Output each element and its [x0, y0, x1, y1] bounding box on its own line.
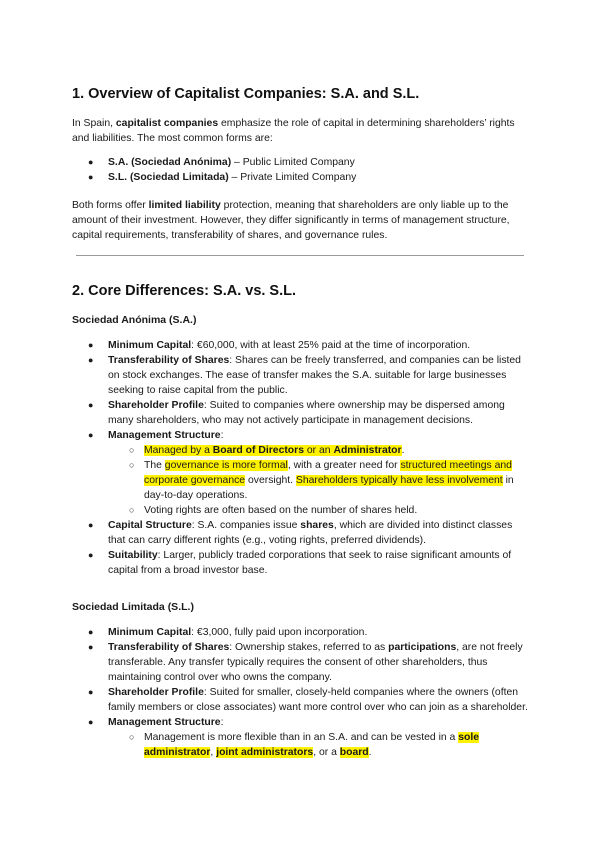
bullet-icon: ●: [88, 355, 94, 365]
sub-list-item: ○ Voting rights are often based on the number of shares held.: [129, 505, 418, 516]
bullet-icon: ●: [88, 172, 94, 182]
list-item: ● Shareholder Profile: Suited for smaller, closely-held companies where the owners (often family members or close associates) want more control over who can join as a shareholder.: [88, 687, 528, 713]
circle-bullet-icon: ○: [129, 460, 135, 470]
sl-management-sublist: [108, 730, 528, 760]
bullet-icon: ●: [88, 157, 94, 167]
list-item: ● Transferability of Shares: Shares can be freely transferred, and companies can be listed on stock exchanges. The ease of transfer makes the S.A. suitable for large businesses seeking to raise capital from the public.: [88, 355, 521, 396]
list-item: ● Transferability of Shares: Ownership stakes, referred to as participations, are not freely transferable. Any transfer typically requires the consent of other shareholders, thus maintaining control over who owns the company.: [88, 642, 523, 683]
sa-features-list: [72, 338, 528, 578]
list-item: ● S.A. (Sociedad Anónima) – Public Limited Company: [88, 157, 355, 168]
bullet-icon: ●: [88, 430, 94, 440]
circle-bullet-icon: ○: [129, 732, 135, 742]
bullet-icon: ●: [88, 520, 94, 530]
bullet-icon: ●: [88, 642, 94, 652]
section-1-title: 1. Overview of Capitalist Companies: S.A. and S.L.: [72, 86, 420, 102]
list-item: ● Shareholder Profile: Suited to companies where ownership may be dispersed among many shareholders, who may not actively participate in management decisions.: [88, 400, 505, 426]
sl-features-list: [72, 625, 528, 760]
list-item: ● Minimum Capital: €60,000, with at least 25% paid at the time of incorporation.: [88, 340, 471, 351]
bullet-icon: ●: [88, 400, 94, 410]
section-2-title: 2. Core Differences: S.A. vs. S.L.: [72, 283, 297, 299]
sa-heading: Sociedad Anónima (S.A.): [72, 314, 197, 326]
sub-list-item: ○ Management is more flexible than in an S.A. and can be vested in a sole administrator, joint administrators, or a board.: [129, 732, 480, 758]
bullet-icon: ●: [88, 627, 94, 637]
list-item: ● Minimum Capital: €3,000, fully paid upon incorporation.: [88, 627, 368, 638]
sub-list-item: ○ Managed by a Board of Directors or an Administrator.: [129, 445, 405, 456]
sl-heading: Sociedad Limitada (S.L.): [72, 601, 194, 613]
horizontal-divider: [76, 255, 524, 256]
list-item: ● Management Structure: ○ Managed by a Board of Directors or an Administrator. ○ The governance is more formal, with a greater need for structured meetings and corporate governance oversight. Shareholders typically have less involvement in day-to-day operations. ○ Voting rights are often based on the number of shares held.: [72, 428, 528, 518]
intro-paragraph: In Spain, capitalist companies emphasize the role of capital in determining shareholders’ rights and liabilities. The most common forms are:: [72, 118, 515, 144]
sub-list-item: ○ The governance is more formal, with a greater need for structured meetings and corporate governance oversight. Shareholders typically have less involvement in day-to-day operations.: [129, 460, 514, 501]
bullet-icon: ●: [88, 717, 94, 727]
list-item: ● Management Structure: ○ Management is more flexible than in an S.A. and can be vested in a sole administrator, joint administrators, or a board.: [72, 715, 528, 760]
list-item: ● S.L. (Sociedad Limitada) – Private Limited Company: [88, 172, 357, 183]
company-forms-list: [72, 155, 528, 185]
circle-bullet-icon: ○: [129, 445, 135, 455]
sa-management-sublist: [108, 443, 528, 518]
circle-bullet-icon: ○: [129, 505, 135, 515]
bullet-icon: ●: [88, 550, 94, 560]
list-item: ● Capital Structure: S.A. companies issue shares, which are divided into distinct classes that can carry different rights (e.g., voting rights, preferred dividends).: [88, 520, 513, 546]
bullet-icon: ●: [88, 340, 94, 350]
limited-liability-paragraph: Both forms offer limited liability protection, meaning that shareholders are only liable up to the amount of their investment. However, they differ significantly in terms of management structure, capital requirements, transferability of shares, and governance rules.: [72, 200, 510, 241]
bullet-icon: ●: [88, 687, 94, 697]
list-item: ● Suitability: Larger, publicly traded corporations that seek to raise significant amounts of capital from a broad investor base.: [88, 550, 512, 576]
